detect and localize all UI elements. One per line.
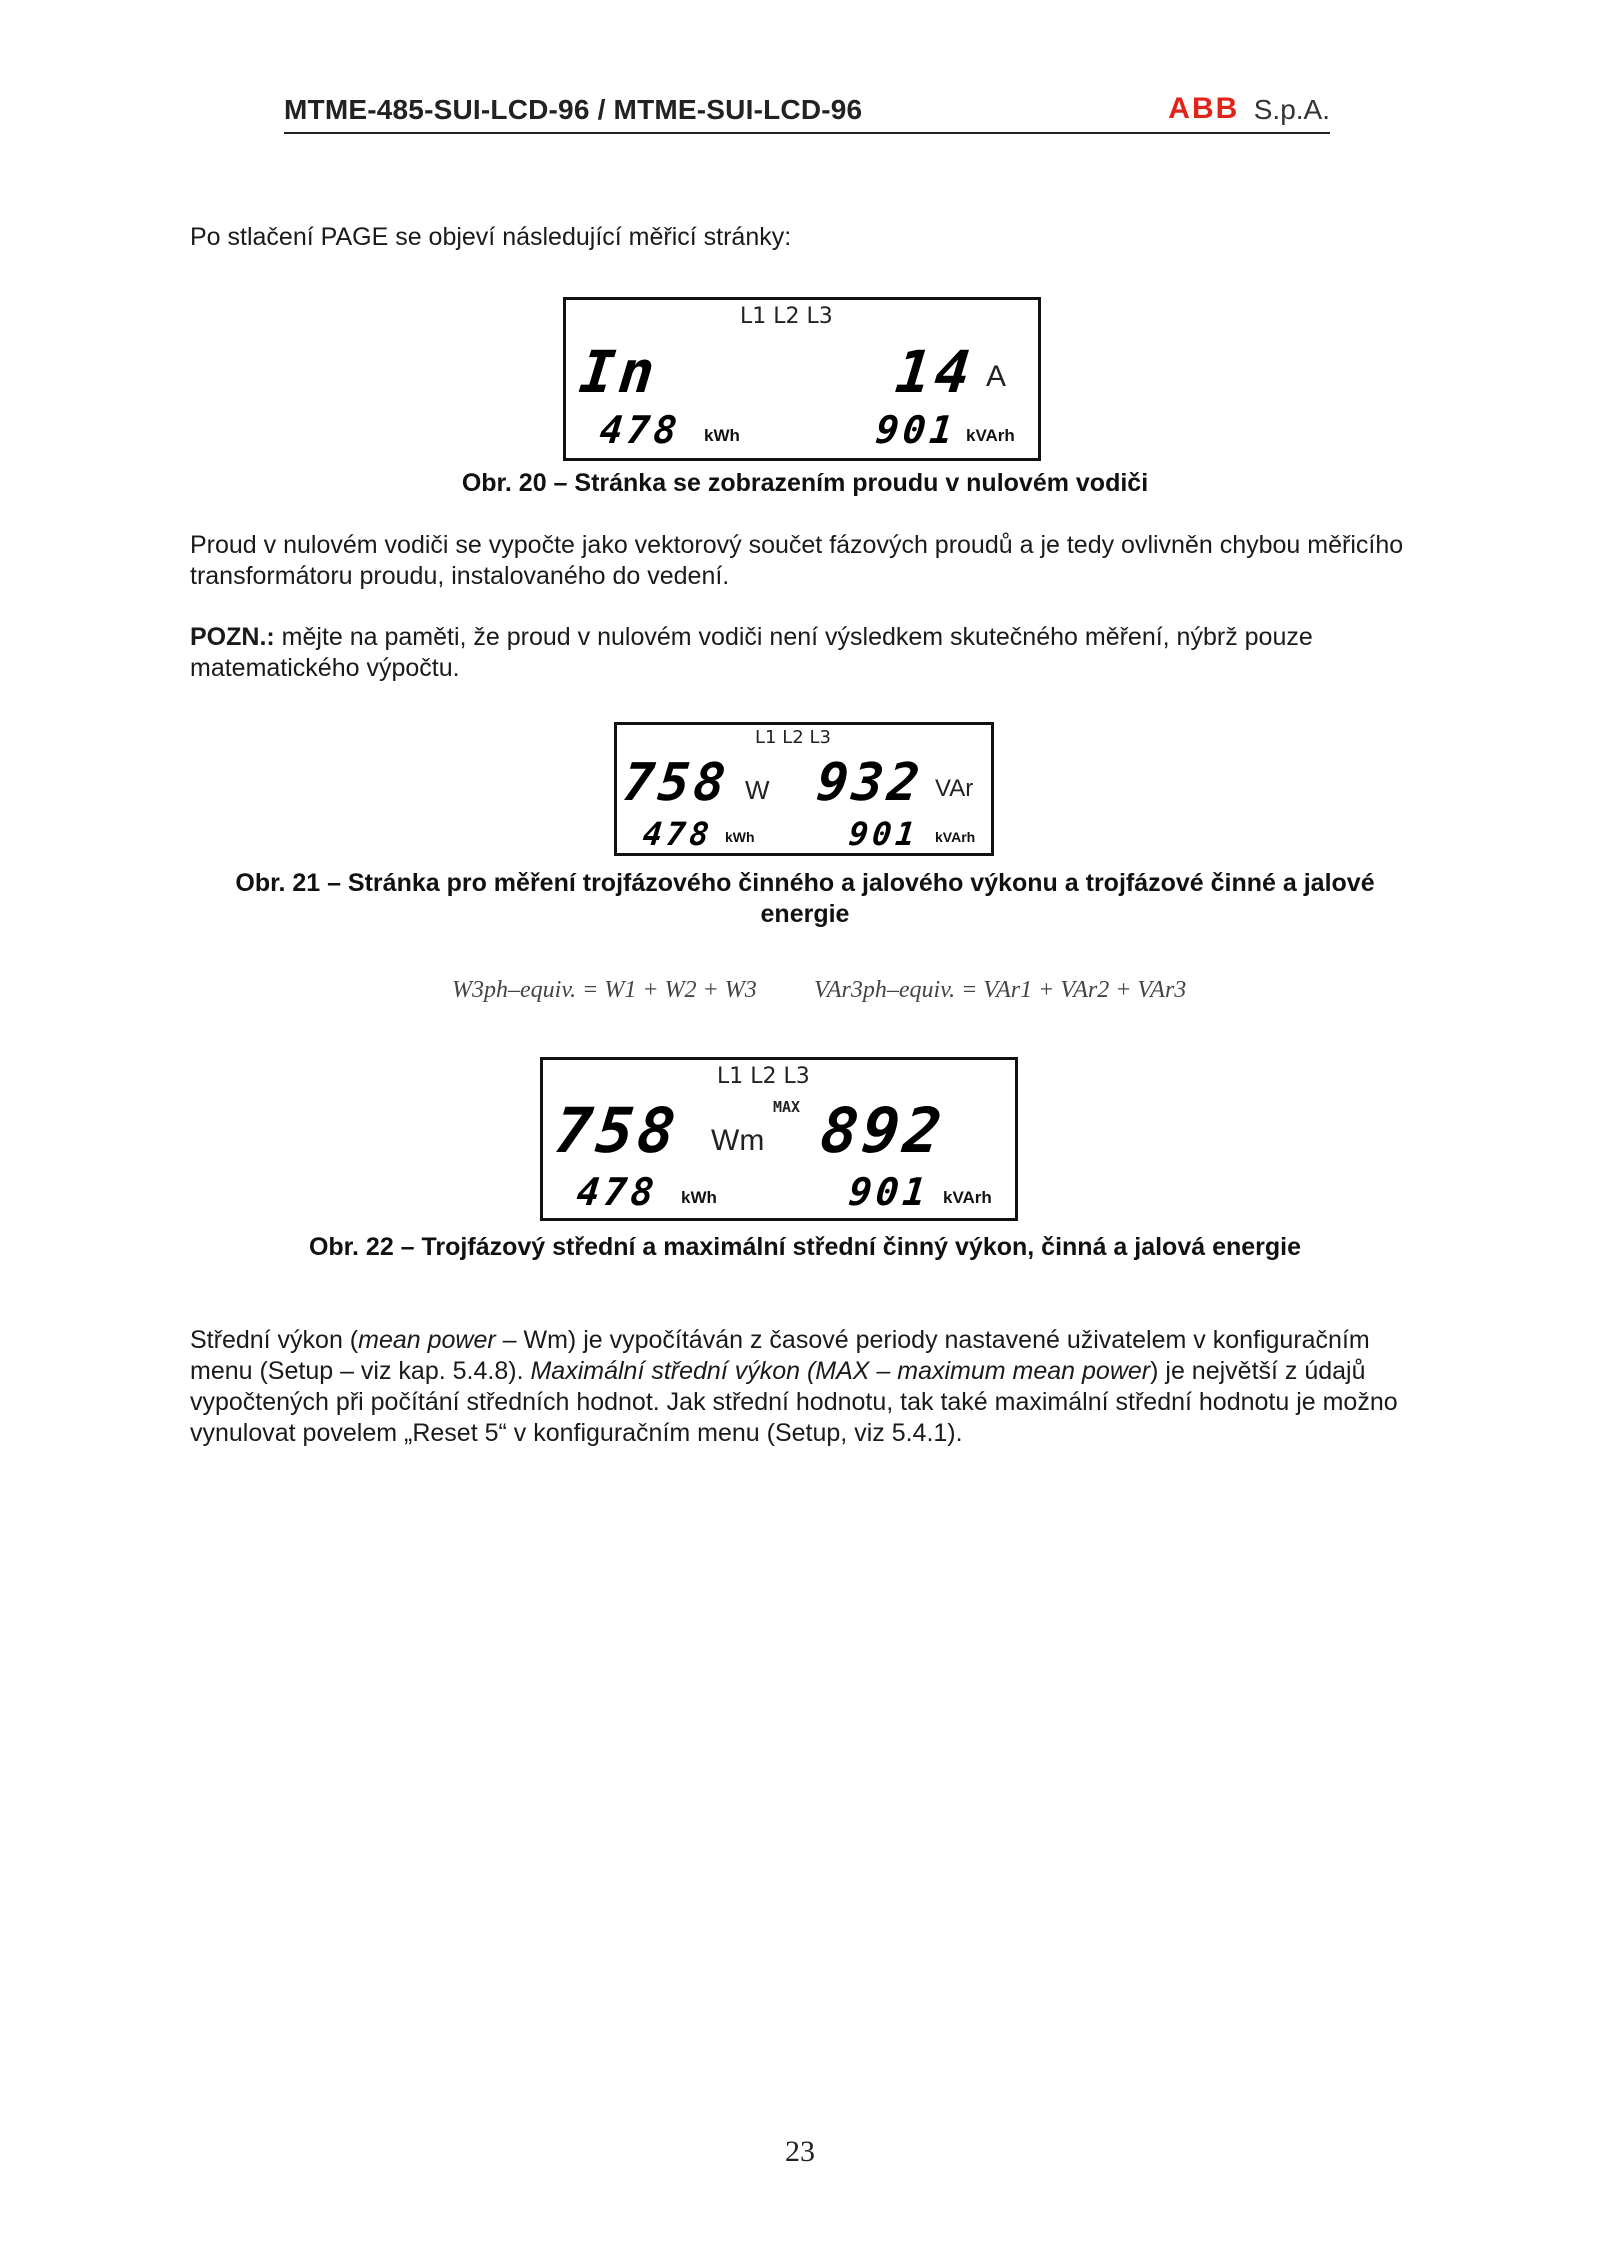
main-right-readout: 932 bbox=[813, 753, 927, 813]
company-block bbox=[1168, 92, 1330, 126]
abb-logo: ABB bbox=[1168, 92, 1240, 125]
energy-left-readout: 478 bbox=[597, 408, 683, 452]
figure-22-caption: Obr. 22 – Trojfázový střední a maximální střední činný výkon, činná a jalová energie bbox=[308, 1233, 1302, 1261]
formula-active-power: W3ph–equiv. = W1 + W2 + W3 bbox=[452, 977, 757, 1003]
max-indicator: MAX bbox=[773, 1098, 801, 1116]
phase-l1: L1 bbox=[755, 727, 777, 748]
para2-part-3: – Wm) je vypočítáván z časové periody nastavené uživatelem v konfiguračním menu (Setup – viz kap. 5.4.8). bbox=[190, 1326, 1370, 1385]
main-right-readout: 14 bbox=[892, 338, 978, 406]
figure-21-caption: Obr. 21 – Stránka pro měření trojfázového činného a jalového výkonu a trojfázové činné a jalové energie bbox=[235, 869, 1375, 928]
para2-part-2: mean power bbox=[358, 1326, 496, 1354]
energy-right-readout: 901 bbox=[847, 815, 921, 853]
note-label: POZN.: bbox=[190, 623, 275, 651]
paragraph-mean-power bbox=[190, 1325, 1420, 1449]
phase-l3: L3 bbox=[806, 304, 833, 329]
energy-right-unit: kVArh bbox=[943, 1188, 992, 1207]
phase-l1: L1 bbox=[740, 304, 767, 329]
main-left-readout: 758 bbox=[619, 753, 733, 813]
energy-left-unit: kWh bbox=[725, 829, 755, 845]
page-header bbox=[284, 92, 1330, 134]
lcd-figure-20 bbox=[563, 297, 1041, 461]
para2-part-4: Maximální střední výkon (MAX – maximum mean power bbox=[530, 1357, 1151, 1385]
intro-text: Po stlačení PAGE se objeví následující měřicí stránky: bbox=[190, 223, 792, 251]
page-number: 23 bbox=[785, 2135, 815, 2168]
phase-l2: L2 bbox=[782, 727, 804, 748]
energy-right-unit: kVArh bbox=[935, 829, 976, 845]
phase-l2: L2 bbox=[750, 1064, 777, 1089]
lcd-figure-21 bbox=[614, 722, 994, 856]
main-right-unit: VAr bbox=[935, 775, 974, 802]
phase-l3: L3 bbox=[809, 727, 831, 748]
phase-indicators bbox=[717, 1064, 810, 1089]
phase-indicators bbox=[740, 304, 833, 329]
lcd-figure-22 bbox=[540, 1057, 1018, 1221]
energy-left-unit: kWh bbox=[681, 1188, 717, 1207]
main-unit: A bbox=[986, 360, 1007, 393]
energy-left-unit: kWh bbox=[704, 426, 740, 445]
phase-l3: L3 bbox=[783, 1064, 810, 1089]
energy-right-readout: 901 bbox=[846, 1170, 932, 1214]
formula-reactive-power: VAr3ph–equiv. = VAr1 + VAr2 + VAr3 bbox=[814, 977, 1187, 1003]
phase-l2: L2 bbox=[773, 304, 800, 329]
note-text: mějte na paměti, že proud v nulovém vodiči není výsledkem skutečného měření, nýbrž pouze matematického výpočtu. bbox=[190, 623, 1313, 682]
main-right-readout: 892 bbox=[817, 1094, 949, 1167]
main-left-unit: W bbox=[745, 775, 770, 805]
para2-part-1: Střední výkon ( bbox=[190, 1326, 359, 1354]
main-left-readout: In bbox=[576, 338, 662, 406]
main-left-unit: Wm bbox=[711, 1124, 765, 1157]
energy-right-readout: 901 bbox=[873, 408, 959, 452]
energy-right-unit: kVArh bbox=[966, 426, 1015, 445]
phase-l1: L1 bbox=[717, 1064, 744, 1089]
figure-20-caption: Obr. 20 – Stránka se zobrazením proudu v nulovém vodiči bbox=[461, 469, 1149, 497]
energy-left-readout: 478 bbox=[574, 1170, 660, 1214]
energy-left-readout: 478 bbox=[641, 815, 715, 853]
phase-indicators bbox=[755, 727, 831, 748]
para2-part-5: ) je největší z údajů vypočtených při počítání středních hodnot. Jak střední hodnotu, tak také maximální střední hodnotu je možno vynulovat povelem „Reset 5“ v konfiguračním menu (Setup, viz 5.4.1). bbox=[190, 1357, 1398, 1447]
document-title: MTME-485-SUI-LCD-96 / MTME-SUI-LCD-96 bbox=[284, 94, 863, 125]
company-suffix: S.p.A. bbox=[1253, 94, 1330, 125]
paragraph-neutral-current: Proud v nulovém vodiči se vypočte jako vektorový součet fázových proudů a je tedy ovlivněn chybou měřicího transformátoru proudu, instalovaného do vedení. bbox=[190, 531, 1404, 590]
note-paragraph bbox=[190, 622, 1420, 684]
main-left-readout: 758 bbox=[551, 1094, 683, 1167]
